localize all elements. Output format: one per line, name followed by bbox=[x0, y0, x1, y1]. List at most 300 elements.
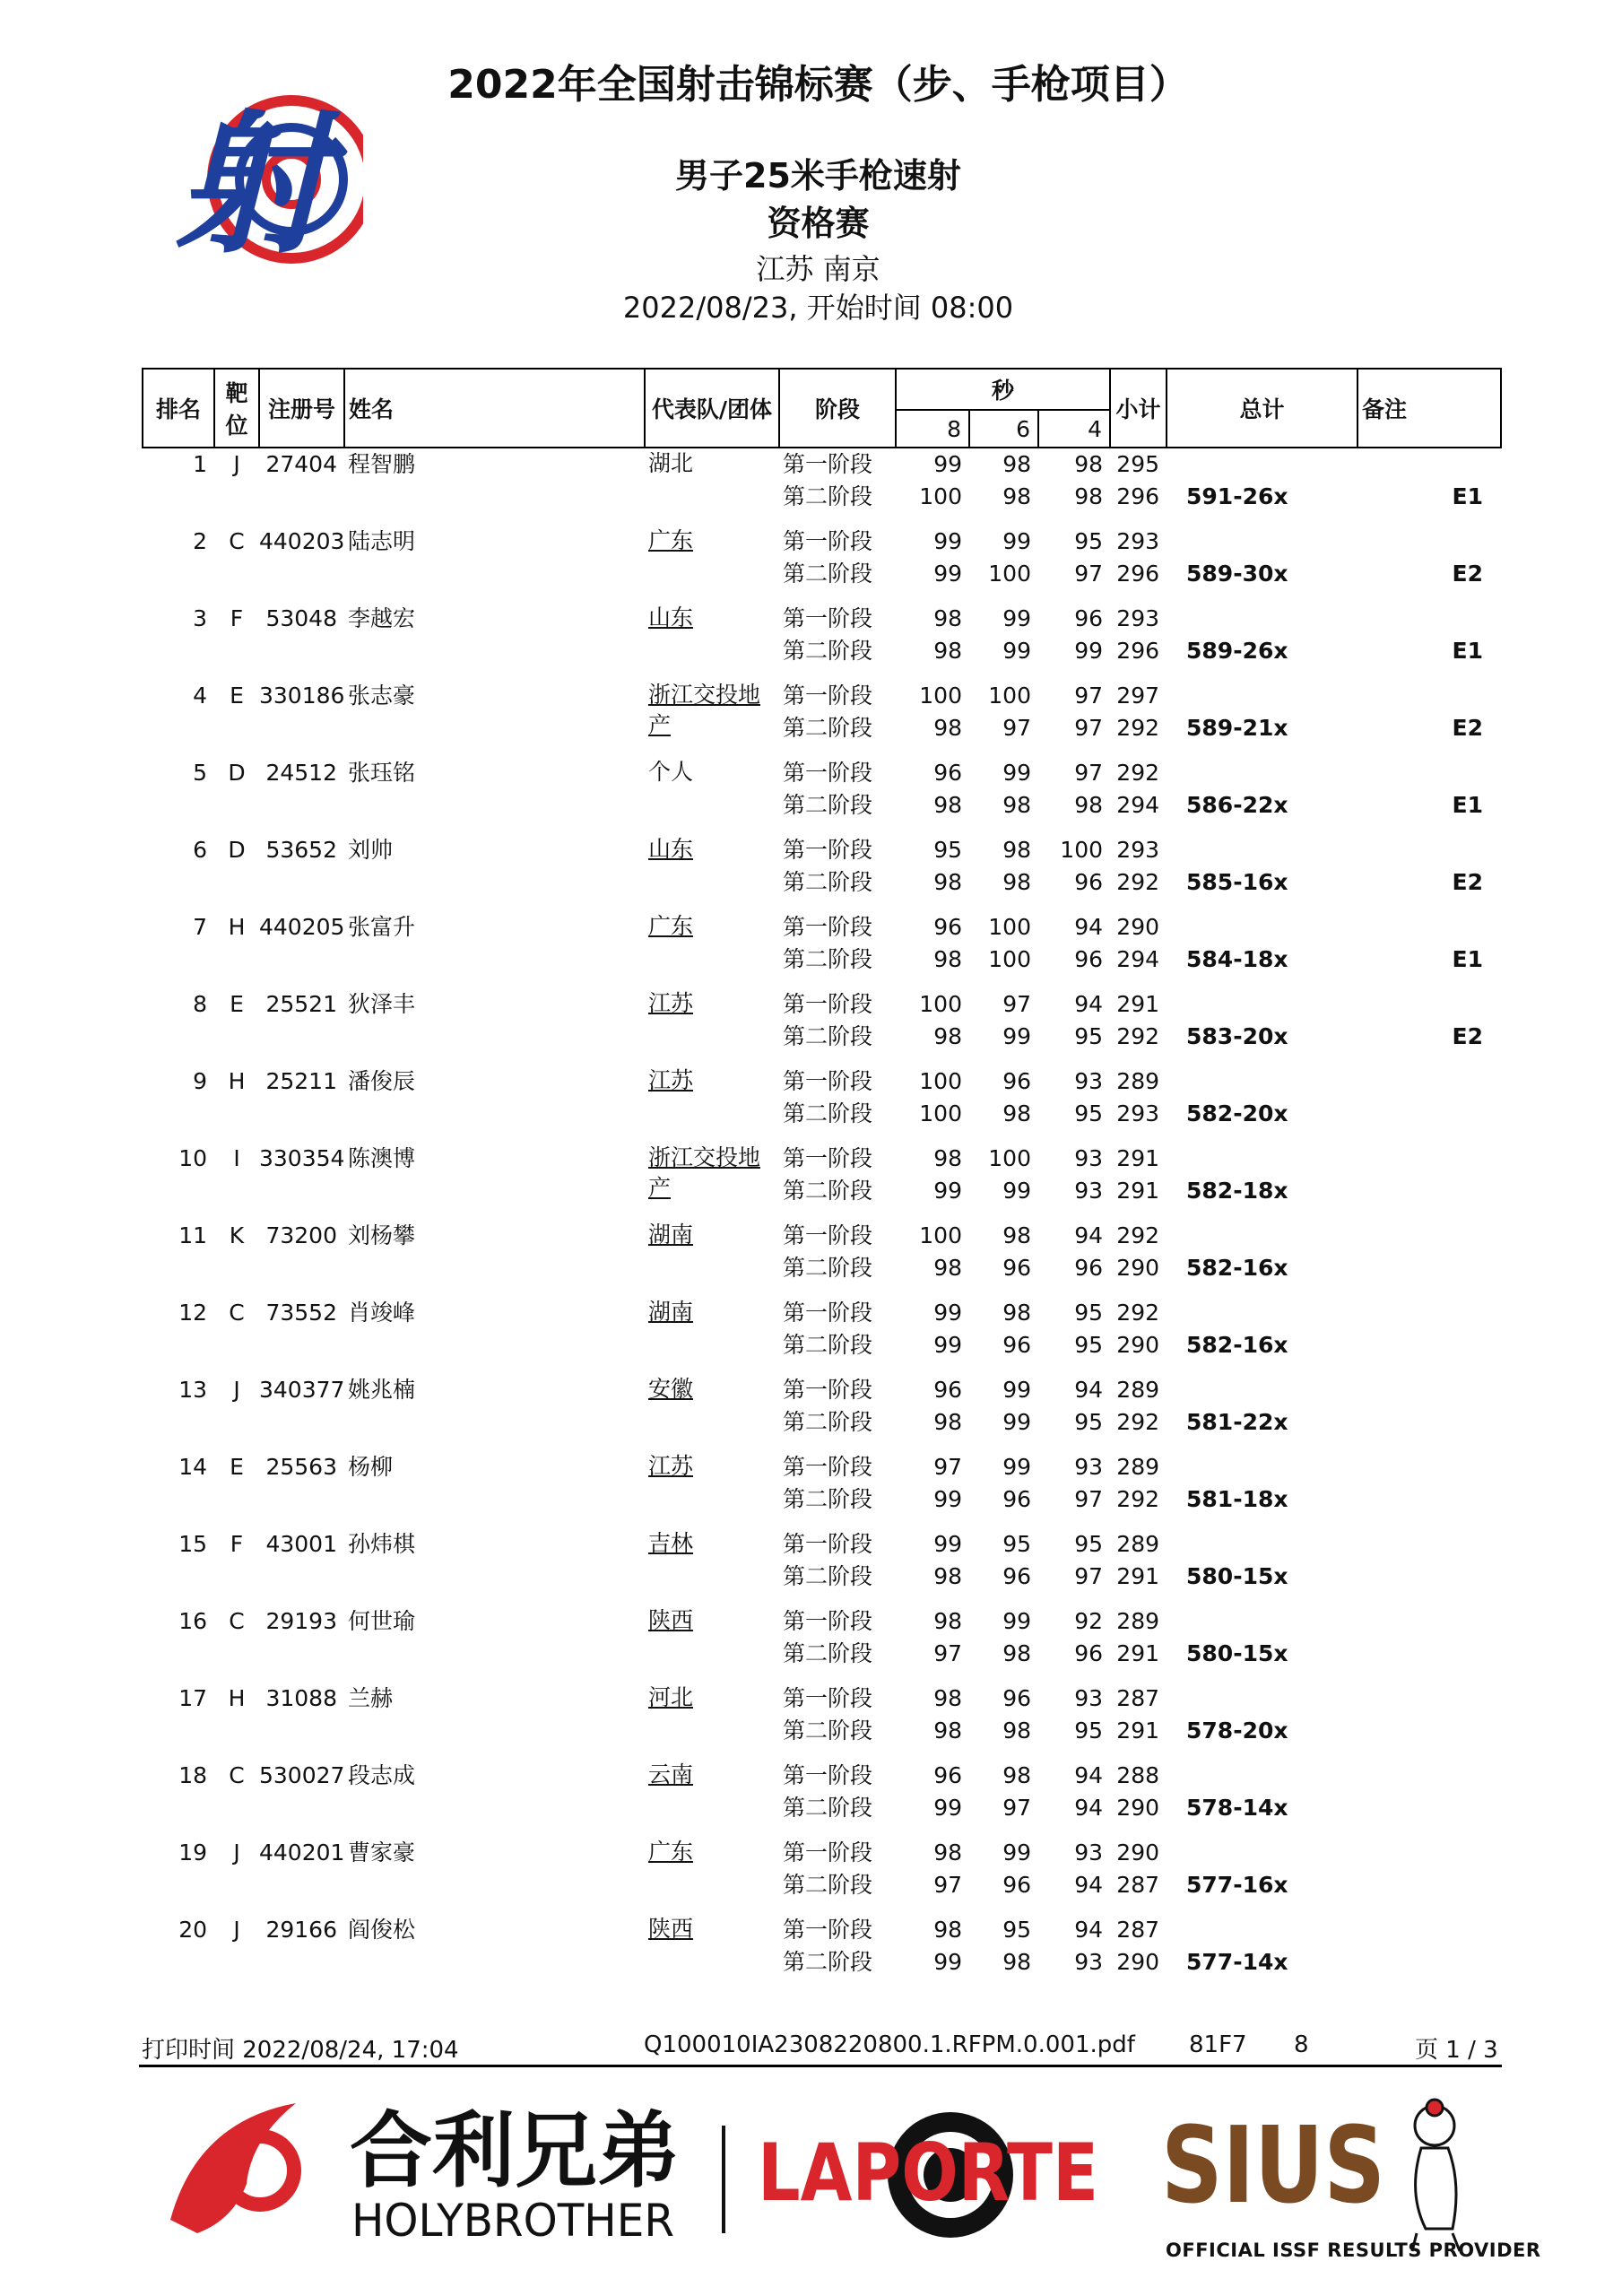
subtotal: 294 bbox=[1116, 792, 1160, 818]
event-name: 男子25米手枪速射 bbox=[675, 156, 961, 196]
score-6s: 99 bbox=[1002, 1409, 1031, 1435]
team-link[interactable]: 浙江交投地产 bbox=[648, 682, 761, 738]
score-6s: 99 bbox=[1002, 760, 1031, 786]
score-8s: 99 bbox=[933, 451, 962, 477]
target: E bbox=[230, 683, 244, 709]
rank: 13 bbox=[178, 1377, 207, 1403]
row-spacer bbox=[143, 1901, 1501, 1914]
row-spacer bbox=[143, 976, 1501, 988]
team-link[interactable]: 广东 bbox=[648, 1839, 694, 1865]
subtotal: 292 bbox=[1116, 715, 1160, 741]
total-score: 582-18x bbox=[1186, 1178, 1288, 1204]
rank: 8 bbox=[193, 991, 207, 1017]
athlete-name: 曹家豪 bbox=[348, 1839, 416, 1866]
score-4s: 93 bbox=[1074, 1685, 1104, 1711]
score-4s: 96 bbox=[1074, 1640, 1104, 1666]
target: J bbox=[233, 1917, 240, 1943]
doc-num: 8 bbox=[1294, 2031, 1309, 2058]
remark: E2 bbox=[1452, 715, 1484, 741]
score-4s: 97 bbox=[1074, 715, 1104, 741]
target: D bbox=[228, 837, 246, 863]
subtotal: 287 bbox=[1116, 1872, 1160, 1898]
subtotal: 297 bbox=[1116, 683, 1160, 709]
subtotal: 292 bbox=[1116, 1222, 1160, 1248]
laporte-logo bbox=[758, 2112, 1098, 2238]
subtotal: 291 bbox=[1116, 991, 1160, 1017]
team-link[interactable]: 广东 bbox=[648, 527, 694, 553]
score-4s: 94 bbox=[1074, 1377, 1104, 1403]
subtotal: 292 bbox=[1116, 760, 1160, 786]
target: H bbox=[228, 1685, 246, 1711]
score-6s: 100 bbox=[988, 914, 1031, 940]
target: J bbox=[233, 451, 240, 477]
rank: 3 bbox=[193, 605, 207, 631]
table-row bbox=[143, 1451, 1501, 1483]
col-target: 靶位 bbox=[214, 369, 259, 448]
holybrother-cn: 合利兄弟 bbox=[350, 2103, 681, 2199]
target: D bbox=[228, 760, 246, 786]
team-link[interactable]: 安徽 bbox=[648, 1376, 694, 1402]
score-6s: 99 bbox=[1002, 1178, 1031, 1204]
registration-number: 73200 bbox=[265, 1222, 337, 1248]
phase-label: 第二阶段 bbox=[783, 715, 873, 741]
table-row bbox=[143, 526, 1501, 558]
total-score: 581-22x bbox=[1186, 1409, 1288, 1435]
table-row bbox=[143, 1528, 1501, 1561]
subtotal: 289 bbox=[1116, 1531, 1160, 1557]
target: J bbox=[233, 1839, 240, 1866]
mascot-icon bbox=[1412, 2100, 1460, 2251]
athlete-name: 张富升 bbox=[348, 914, 416, 940]
logo-glyph: 射 bbox=[175, 97, 328, 274]
remark bbox=[1357, 1869, 1501, 1901]
phase-label: 第一阶段 bbox=[783, 1685, 873, 1711]
score-6s: 98 bbox=[1002, 1100, 1031, 1126]
phase-label: 第一阶段 bbox=[783, 1068, 873, 1094]
phase-label: 第二阶段 bbox=[783, 869, 873, 895]
subtotal: 293 bbox=[1116, 1100, 1160, 1126]
row-spacer bbox=[143, 667, 1501, 680]
registration-number: 53652 bbox=[265, 837, 337, 863]
remark: E1 bbox=[1452, 946, 1484, 972]
score-8s: 98 bbox=[933, 1685, 962, 1711]
score-4s: 96 bbox=[1074, 946, 1104, 972]
score-8s: 99 bbox=[933, 561, 962, 587]
score-4s: 93 bbox=[1074, 1178, 1104, 1204]
total-score: 584-18x bbox=[1186, 946, 1288, 972]
score-6s: 98 bbox=[1002, 869, 1031, 895]
score-6s: 96 bbox=[1002, 1255, 1031, 1281]
rank: 4 bbox=[193, 683, 207, 709]
table-row bbox=[143, 603, 1501, 635]
table-row bbox=[143, 834, 1501, 866]
col-rank: 排名 bbox=[143, 369, 214, 448]
score-6s: 98 bbox=[1002, 1222, 1031, 1248]
phase-label: 第二阶段 bbox=[783, 792, 873, 818]
phase-label: 第一阶段 bbox=[783, 1454, 873, 1480]
rank: 5 bbox=[193, 760, 207, 786]
remark: E2 bbox=[1452, 1023, 1484, 1049]
score-4s: 93 bbox=[1074, 1454, 1104, 1480]
row-spacer bbox=[143, 1593, 1501, 1605]
score-6s: 100 bbox=[988, 561, 1031, 587]
rank: 15 bbox=[178, 1531, 207, 1557]
score-8s: 98 bbox=[933, 1917, 962, 1943]
score-4s: 98 bbox=[1074, 451, 1104, 477]
team-link[interactable]: 江苏 bbox=[648, 990, 694, 1016]
sius-text: SIUS bbox=[1161, 2103, 1385, 2227]
registration-number: 440203 bbox=[259, 528, 345, 554]
footer-divider bbox=[139, 2065, 1502, 2067]
score-8s: 100 bbox=[919, 1068, 962, 1094]
score-4s: 98 bbox=[1074, 483, 1104, 509]
registration-number: 31088 bbox=[265, 1685, 337, 1711]
results-table bbox=[142, 368, 1502, 1991]
print-time: 打印时间 2022/08/24, 17:04 bbox=[142, 2037, 459, 2064]
subtotal: 290 bbox=[1116, 1839, 1160, 1866]
phase-label: 第二阶段 bbox=[783, 1255, 873, 1281]
score-6s: 99 bbox=[1002, 1839, 1031, 1866]
score-8s: 98 bbox=[933, 946, 962, 972]
phase-label: 第二阶段 bbox=[783, 1486, 873, 1512]
laporte-text: LAPORTE bbox=[758, 2126, 1098, 2219]
score-4s: 99 bbox=[1074, 638, 1104, 664]
target: J bbox=[233, 1377, 240, 1403]
table-row bbox=[143, 911, 1501, 944]
athlete-name: 李越宏 bbox=[348, 605, 416, 631]
subtotal: 290 bbox=[1116, 1795, 1160, 1821]
remark bbox=[1357, 1715, 1501, 1747]
athlete-name: 陆志明 bbox=[348, 528, 416, 554]
target: H bbox=[228, 1068, 246, 1094]
athlete-name: 潘俊辰 bbox=[348, 1068, 416, 1094]
team-link[interactable]: 河北 bbox=[648, 1684, 694, 1710]
athlete-name: 肖竣峰 bbox=[348, 1300, 416, 1326]
team-link[interactable]: 湖南 bbox=[648, 1222, 694, 1248]
total-score: 582-16x bbox=[1186, 1255, 1288, 1281]
remark bbox=[1357, 1175, 1501, 1207]
target: F bbox=[230, 605, 244, 631]
total-score: 582-20x bbox=[1186, 1100, 1288, 1126]
score-4s: 96 bbox=[1074, 605, 1104, 631]
score-8s: 98 bbox=[933, 1145, 962, 1171]
team-link[interactable]: 云南 bbox=[648, 1761, 694, 1787]
remark bbox=[1357, 1561, 1501, 1593]
row-spacer bbox=[143, 1439, 1501, 1451]
score-4s: 94 bbox=[1074, 1222, 1104, 1248]
team-link[interactable]: 江苏 bbox=[648, 1067, 694, 1093]
page-title: 2022年全国射击锦标赛（步、手枪项目） bbox=[447, 62, 1189, 108]
registration-number: 440201 bbox=[259, 1839, 345, 1866]
score-8s: 98 bbox=[933, 792, 962, 818]
team-link[interactable]: 陕西 bbox=[648, 1607, 694, 1633]
registration-number: 24512 bbox=[265, 760, 337, 786]
score-4s: 98 bbox=[1074, 792, 1104, 818]
remark: E2 bbox=[1452, 869, 1484, 895]
score-6s: 96 bbox=[1002, 1563, 1031, 1589]
score-4s: 93 bbox=[1074, 1145, 1104, 1171]
score-6s: 100 bbox=[988, 683, 1031, 709]
registration-number: 25521 bbox=[265, 991, 337, 1017]
score-4s: 95 bbox=[1074, 1332, 1104, 1358]
score-4s: 95 bbox=[1074, 528, 1104, 554]
registration-number: 440205 bbox=[259, 914, 345, 940]
subtotal: 291 bbox=[1116, 1145, 1160, 1171]
score-8s: 100 bbox=[919, 483, 962, 509]
target: E bbox=[230, 991, 244, 1017]
row-spacer bbox=[143, 513, 1501, 526]
score-6s: 98 bbox=[1002, 1300, 1031, 1326]
row-spacer bbox=[143, 1670, 1501, 1683]
score-8s: 98 bbox=[933, 605, 962, 631]
score-6s: 98 bbox=[1002, 1762, 1031, 1788]
athlete-name: 陈澳博 bbox=[348, 1145, 416, 1171]
athlete-name: 阎俊松 bbox=[348, 1917, 416, 1943]
athlete-name: 刘杨攀 bbox=[348, 1222, 416, 1248]
total-score: 591-26x bbox=[1186, 483, 1288, 509]
score-6s: 98 bbox=[1002, 792, 1031, 818]
athlete-name: 狄泽丰 bbox=[348, 991, 416, 1017]
subtotal: 293 bbox=[1116, 837, 1160, 863]
phase-label: 第二阶段 bbox=[783, 1795, 873, 1821]
phase-label: 第二阶段 bbox=[783, 483, 873, 509]
team-link[interactable]: 浙江交投地产 bbox=[648, 1144, 761, 1201]
sponsor-logos bbox=[161, 2085, 1506, 2265]
remark bbox=[1357, 1792, 1501, 1824]
score-4s: 97 bbox=[1074, 561, 1104, 587]
phase-label: 第一阶段 bbox=[783, 1222, 873, 1248]
rank: 7 bbox=[193, 914, 207, 940]
team-link[interactable]: 江苏 bbox=[648, 1453, 694, 1479]
phase-label: 第二阶段 bbox=[783, 1332, 873, 1358]
athlete-name: 杨柳 bbox=[348, 1454, 394, 1480]
score-6s: 99 bbox=[1002, 1608, 1031, 1634]
team-link[interactable]: 广东 bbox=[648, 913, 694, 939]
registration-number: 29166 bbox=[265, 1917, 337, 1943]
score-4s: 95 bbox=[1074, 1409, 1104, 1435]
score-6s: 100 bbox=[988, 946, 1031, 972]
score-8s: 99 bbox=[933, 1531, 962, 1557]
total-score: 589-30x bbox=[1186, 561, 1288, 587]
table-row bbox=[143, 1065, 1501, 1098]
score-6s: 96 bbox=[1002, 1685, 1031, 1711]
target: C bbox=[229, 528, 245, 554]
table-row bbox=[143, 1143, 1501, 1175]
subtotal: 292 bbox=[1116, 1409, 1160, 1435]
total-score: 583-20x bbox=[1186, 1023, 1288, 1049]
score-8s: 98 bbox=[933, 869, 962, 895]
score-4s: 94 bbox=[1074, 1872, 1104, 1898]
score-8s: 96 bbox=[933, 914, 962, 940]
registration-number: 73552 bbox=[265, 1300, 337, 1326]
table-row bbox=[143, 1837, 1501, 1869]
team-link[interactable]: 山东 bbox=[648, 836, 694, 862]
score-6s: 95 bbox=[1002, 1917, 1031, 1943]
table-row bbox=[143, 1760, 1501, 1792]
col-reg: 注册号 bbox=[259, 369, 344, 448]
score-4s: 96 bbox=[1074, 1255, 1104, 1281]
col-phase: 阶段 bbox=[779, 369, 896, 448]
phase-label: 第一阶段 bbox=[783, 991, 873, 1017]
col-seconds: 秒 bbox=[896, 369, 1110, 410]
rank: 11 bbox=[178, 1222, 207, 1248]
score-6s: 98 bbox=[1002, 1949, 1031, 1975]
score-6s: 95 bbox=[1002, 1531, 1031, 1557]
athlete-name: 孙炜棋 bbox=[348, 1531, 416, 1557]
phase-label: 第二阶段 bbox=[783, 1563, 873, 1589]
score-6s: 99 bbox=[1002, 1454, 1031, 1480]
score-4s: 94 bbox=[1074, 991, 1104, 1017]
rank: 10 bbox=[178, 1145, 207, 1171]
target: C bbox=[229, 1762, 245, 1788]
score-8s: 97 bbox=[933, 1640, 962, 1666]
team-link[interactable]: 湖南 bbox=[648, 1299, 694, 1325]
col-s6: 6 bbox=[969, 410, 1038, 448]
table-row bbox=[143, 757, 1501, 789]
athlete-name: 程智鹏 bbox=[348, 451, 416, 477]
total-score: 589-21x bbox=[1186, 715, 1288, 741]
table-row bbox=[143, 680, 1501, 712]
team-link: 个人 bbox=[648, 759, 694, 785]
score-6s: 97 bbox=[1002, 715, 1031, 741]
target: I bbox=[233, 1145, 240, 1171]
score-8s: 99 bbox=[933, 1795, 962, 1821]
subtotal: 287 bbox=[1116, 1917, 1160, 1943]
score-4s: 97 bbox=[1074, 683, 1104, 709]
subtotal: 289 bbox=[1116, 1454, 1160, 1480]
registration-number: 340377 bbox=[259, 1377, 345, 1403]
row-spacer bbox=[143, 1747, 1501, 1760]
table-row bbox=[143, 1605, 1501, 1638]
athlete-name: 刘帅 bbox=[348, 837, 394, 863]
score-6s: 100 bbox=[988, 1145, 1031, 1171]
subtotal: 290 bbox=[1116, 1949, 1160, 1975]
holybrother-en: HOLYBROTHER bbox=[351, 2195, 674, 2247]
total-score: 582-16x bbox=[1186, 1332, 1288, 1358]
score-4s: 94 bbox=[1074, 1917, 1104, 1943]
page-number: 页 1 / 3 bbox=[1415, 2037, 1498, 2064]
total-score: 581-18x bbox=[1186, 1486, 1288, 1512]
score-4s: 92 bbox=[1074, 1608, 1104, 1634]
phase-label: 第二阶段 bbox=[783, 1718, 873, 1744]
score-6s: 96 bbox=[1002, 1332, 1031, 1358]
rank: 16 bbox=[178, 1608, 207, 1634]
rank: 6 bbox=[193, 837, 207, 863]
col-s4: 4 bbox=[1038, 410, 1110, 448]
score-8s: 97 bbox=[933, 1872, 962, 1898]
score-8s: 98 bbox=[933, 1255, 962, 1281]
remark bbox=[1357, 1252, 1501, 1284]
registration-number: 29193 bbox=[265, 1608, 337, 1634]
file-name: Q100010IA2308220800.1.RFPM.0.001.pdf bbox=[644, 2031, 1135, 2058]
score-8s: 99 bbox=[933, 1332, 962, 1358]
score-8s: 99 bbox=[933, 1178, 962, 1204]
score-6s: 97 bbox=[1002, 991, 1031, 1017]
subtotal: 289 bbox=[1116, 1377, 1160, 1403]
subtotal: 291 bbox=[1116, 1640, 1160, 1666]
phase-label: 第一阶段 bbox=[783, 1608, 873, 1634]
athlete-name: 何世瑜 bbox=[348, 1608, 416, 1634]
score-6s: 96 bbox=[1002, 1486, 1031, 1512]
score-4s: 93 bbox=[1074, 1839, 1104, 1866]
score-4s: 94 bbox=[1074, 1762, 1104, 1788]
registration-number: 330354 bbox=[259, 1145, 345, 1171]
phase-label: 第一阶段 bbox=[783, 760, 873, 786]
remark: E2 bbox=[1452, 561, 1484, 587]
team-link[interactable]: 吉林 bbox=[648, 1530, 694, 1556]
rank: 17 bbox=[178, 1685, 207, 1711]
score-6s: 98 bbox=[1002, 1718, 1031, 1744]
start-datetime: 2022/08/23, 开始时间 08:00 bbox=[622, 291, 1014, 325]
score-8s: 97 bbox=[933, 1454, 962, 1480]
score-6s: 99 bbox=[1002, 638, 1031, 664]
athlete-name: 兰赫 bbox=[348, 1685, 394, 1711]
row-spacer bbox=[143, 1979, 1501, 1991]
rank: 2 bbox=[193, 528, 207, 554]
score-4s: 93 bbox=[1074, 1068, 1104, 1094]
registration-number: 25563 bbox=[265, 1454, 337, 1480]
score-8s: 99 bbox=[933, 1486, 962, 1512]
phase-label: 第一阶段 bbox=[783, 528, 873, 554]
phase-label: 第一阶段 bbox=[783, 1145, 873, 1171]
registration-number: 25211 bbox=[265, 1068, 337, 1094]
subtotal: 288 bbox=[1116, 1762, 1160, 1788]
phase-label: 第二阶段 bbox=[783, 1949, 873, 1975]
subtotal: 293 bbox=[1116, 528, 1160, 554]
col-total: 总计 bbox=[1167, 369, 1357, 448]
subtotal: 289 bbox=[1116, 1608, 1160, 1634]
target: K bbox=[229, 1222, 245, 1248]
score-4s: 95 bbox=[1074, 1023, 1104, 1049]
remark: E1 bbox=[1452, 483, 1484, 509]
registration-number: 330186 bbox=[259, 683, 345, 709]
total-score: 578-20x bbox=[1186, 1718, 1288, 1744]
subtotal: 289 bbox=[1116, 1068, 1160, 1094]
subtotal: 290 bbox=[1116, 1255, 1160, 1281]
target: F bbox=[230, 1531, 244, 1557]
col-team: 代表队/团体 bbox=[645, 369, 779, 448]
registration-number: 53048 bbox=[265, 605, 337, 631]
team-link[interactable]: 陕西 bbox=[648, 1916, 694, 1942]
score-6s: 99 bbox=[1002, 1023, 1031, 1049]
score-4s: 97 bbox=[1074, 1563, 1104, 1589]
table-row bbox=[143, 988, 1501, 1021]
score-4s: 97 bbox=[1074, 1486, 1104, 1512]
subtotal: 294 bbox=[1116, 946, 1160, 972]
table-row bbox=[143, 1297, 1501, 1329]
score-6s: 99 bbox=[1002, 605, 1031, 631]
phase-label: 第二阶段 bbox=[783, 561, 873, 587]
registration-number: 43001 bbox=[265, 1531, 337, 1557]
table-row bbox=[143, 1374, 1501, 1406]
score-8s: 98 bbox=[933, 1608, 962, 1634]
phase-label: 第二阶段 bbox=[783, 1872, 873, 1898]
remark bbox=[1357, 1098, 1501, 1130]
score-8s: 96 bbox=[933, 760, 962, 786]
phase-label: 第一阶段 bbox=[783, 1300, 873, 1326]
phase-label: 第一阶段 bbox=[783, 1839, 873, 1866]
subtotal: 295 bbox=[1116, 451, 1160, 477]
team-link[interactable]: 山东 bbox=[648, 604, 694, 631]
score-6s: 98 bbox=[1002, 451, 1031, 477]
col-s8: 8 bbox=[896, 410, 969, 448]
remark bbox=[1357, 1406, 1501, 1439]
team-link: 湖北 bbox=[648, 450, 694, 476]
score-4s: 95 bbox=[1074, 1100, 1104, 1126]
phase-label: 第一阶段 bbox=[783, 1377, 873, 1403]
total-score: 577-16x bbox=[1186, 1872, 1288, 1898]
row-spacer bbox=[143, 1130, 1501, 1143]
